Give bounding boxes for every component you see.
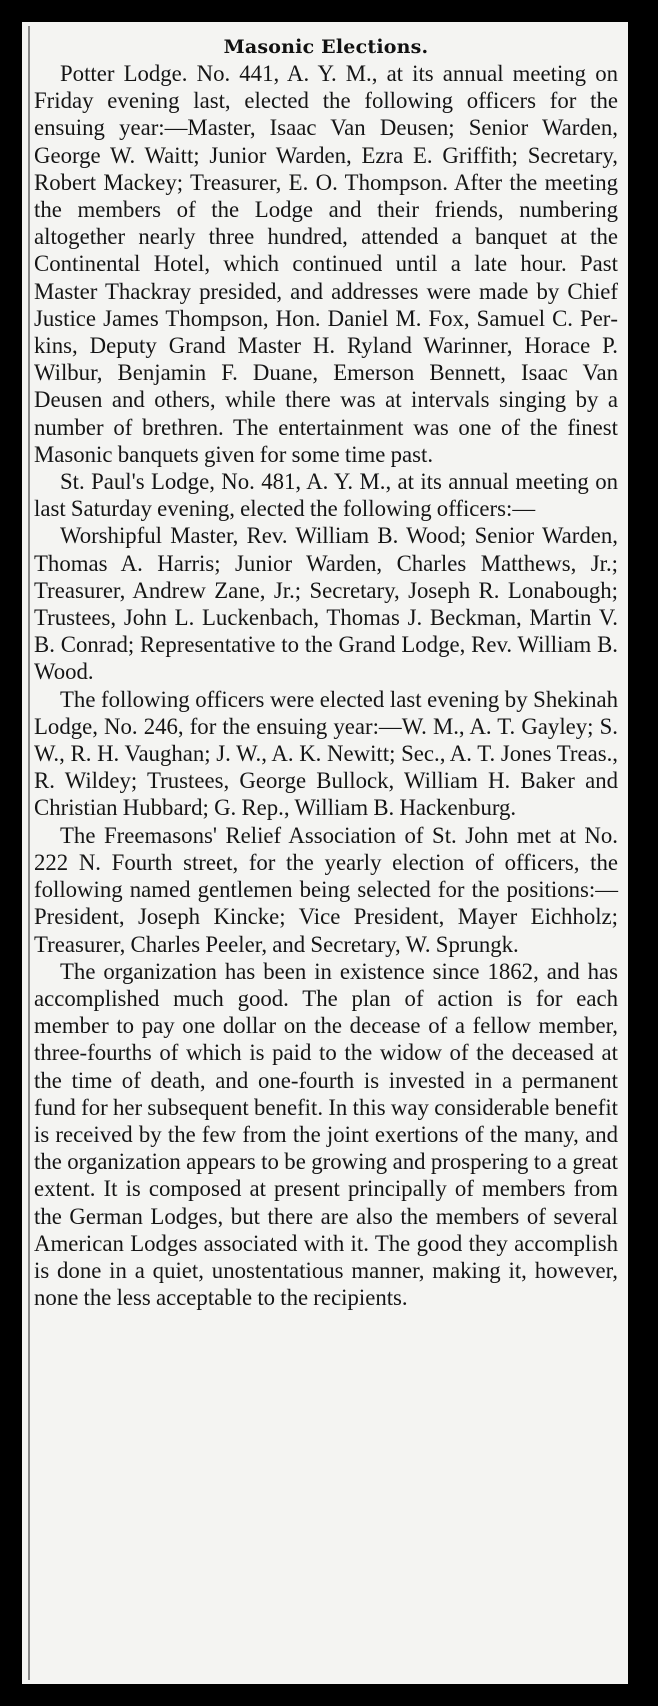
column-rule (28, 26, 30, 1680)
article-body (34, 60, 618, 1311)
headline: Masonic Elections. (223, 36, 429, 58)
paragraph-shekinah-lodge: The following officers were elected last evening by Shekinah Lodge, No. 246, for the ensuing year:—W. M., A. T. Gayley; S. W., R. H. Vaughan; J. W., A. K. Newitt; Sec., A. T. Jones Treas., R. Wildey; Trustees, George Bullock, William H. Baker and Christian Hubbard; G. Rep., William B. Hackenburg. (34, 686, 618, 821)
paragraph-potter-lodge: Potter Lodge. No. 441, A. Y. M., at its annual meeting on Friday evening last, elected the following officers for the ensuing year:—Master, Isaac Van Deusen; Senior Warden, George W. Waitt; Junior Warden, Ezra E. Griffith; Secretary, Robert Mackey; Treasurer, E. O. Thompson. After the meeting the members of the Lodge and their friends, numbering altogether nearly three hundred, attended a banquet at the Continental Hotel, which continued until a late hour. Past Master Thackray presided, and addresses were made by Chief Justice James Thompson, Hon. Daniel M. Fox, Samuel C. Perkins, Deputy Grand Master H. Ryland Warinner, Horace P. Wilbur, Benjamin F. Duane, Emerson Bennett, Isaac Van Deusen and others, while there was at intervals singing by a number of brethren. The entertainment was one of the finest Masonic banquets given for some time past. (34, 61, 618, 467)
paragraph-st-pauls-officers: Worshipful Master, Rev. William B. Wood; Senior Warden, Thomas A. Harris; Junior Warden, Charles Matthews, Jr.; Treasurer, Andrew Zane, Jr.; Secretary, Joseph R. Lonabough; Trustees, John L. Luckenbach, Thomas J. Beckman, Martin V. B. Conrad; Representative to the Grand Lodge, Rev. William B. Wood. (34, 523, 618, 685)
newspaper-clipping (22, 22, 628, 1684)
paragraph-organization: The organization has been in existence since 1862, and has accomplished much good. The plan of action is for each member to pay one dollar on the decease of a fellow member, three-fourths of which is paid to the widow of the deceased at the time of death, and one-fourth is invested in a permanent fund for her subsequent benefit. In this way considerable benefit is received by the few from the joint exertions of the many, and the organization appears to be growing and prospering to a great extent. It is composed at present principally of members from the German Lodges, but there are also the members of several American Lodges associated with it. The good they accomplish is done in a quiet, unostentatious manner, making it, however, none the less acceptable to the recipients. (34, 958, 618, 1311)
paragraph-st-pauls-lodge: St. Paul's Lodge, No. 481, A. Y. M., at its annual meeting on last Saturday evening, elected the following officers:— (34, 469, 618, 522)
paragraph-relief-association: The Freemasons' Relief Association of St. John met at No. 222 N. Fourth street, for the yearly election of officers, the following named gentlemen being selected for the positions:— President, Joseph Kincke; Vice President, Mayer Eichholz; Treasurer, Charles Peeler, and Secretary, W. Sprungk. (34, 822, 618, 957)
